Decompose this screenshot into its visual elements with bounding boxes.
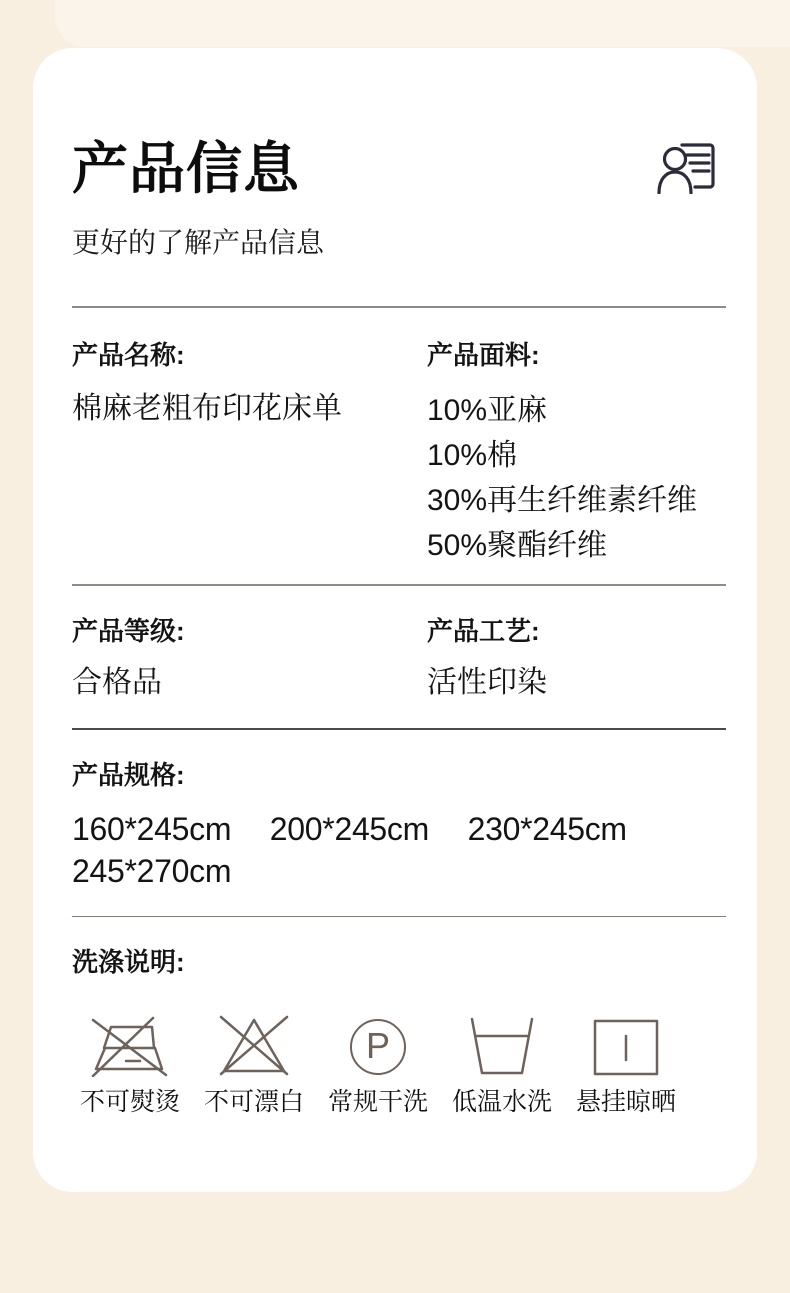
product-info-card — [33, 48, 757, 1192]
washing-section — [72, 945, 726, 1118]
dry-clean-circle — [350, 1019, 406, 1075]
hang-dry-icon — [593, 1015, 659, 1077]
product-fabric-label: 产品面料: — [427, 340, 540, 370]
size-item: 230*245cm — [467, 810, 627, 847]
product-specs-label: 产品规格: — [72, 759, 185, 790]
product-fabric-cell — [427, 338, 726, 568]
name-fabric-row — [72, 338, 726, 568]
sizes-line — [72, 850, 726, 892]
product-name-cell — [72, 338, 427, 568]
specs-row — [72, 758, 726, 892]
low-temp-wash-icon — [468, 1015, 536, 1077]
divider — [72, 584, 726, 586]
wash-item — [320, 1015, 436, 1118]
product-grade-cell — [72, 614, 427, 704]
grade-craft-row — [72, 614, 726, 704]
wash-item-label: 不可熨烫 — [79, 1088, 180, 1116]
product-fabric-values — [427, 388, 726, 568]
page-subtitle: 更好的了解产品信息 — [72, 227, 325, 258]
person-document-icon — [656, 142, 718, 199]
divider — [72, 306, 726, 308]
size-item: 160*245cm — [72, 810, 232, 847]
size-item: 200*245cm — [269, 810, 429, 847]
wash-item-label: 悬挂晾晒 — [575, 1088, 676, 1116]
product-craft-cell — [427, 614, 726, 704]
sizes-line — [72, 808, 726, 850]
fabric-line: 30%再生纤维素纤维 — [427, 484, 698, 517]
product-name-value: 棉麻老粗布印花床单 — [72, 392, 342, 425]
product-name-label: 产品名称: — [72, 340, 185, 370]
washing-icons-row — [72, 1015, 726, 1118]
fabric-line: 10%亚麻 — [427, 394, 548, 427]
wash-item-label: 不可漂白 — [203, 1088, 304, 1116]
product-grade-value: 合格品 — [72, 666, 162, 699]
card-header — [72, 138, 726, 260]
wash-item-label: 常规干洗 — [327, 1088, 428, 1116]
wash-item — [568, 1015, 684, 1118]
product-grade-label: 产品等级: — [72, 616, 185, 646]
wash-item-label: 低温水洗 — [451, 1088, 552, 1116]
divider — [72, 916, 726, 918]
washing-label: 洗涤说明: — [72, 947, 185, 977]
header-text — [72, 138, 324, 260]
product-craft-label: 产品工艺: — [427, 616, 540, 646]
dry-clean-p-icon — [350, 1015, 406, 1077]
dry-clean-letter: P — [365, 1025, 390, 1066]
wash-item — [196, 1015, 312, 1118]
product-sizes — [72, 808, 726, 892]
size-item: 245*270cm — [72, 852, 232, 889]
wash-item — [444, 1015, 560, 1118]
no-bleach-icon — [214, 1015, 294, 1077]
divider — [72, 728, 726, 730]
fabric-line: 10%棉 — [427, 439, 518, 472]
previous-card-edge — [55, 0, 790, 47]
page-title: 产品信息 — [72, 137, 300, 200]
product-craft-value: 活性印染 — [427, 666, 547, 699]
wash-item — [72, 1015, 188, 1118]
fabric-line: 50%聚酯纤维 — [427, 529, 608, 562]
no-iron-icon — [90, 1015, 170, 1077]
